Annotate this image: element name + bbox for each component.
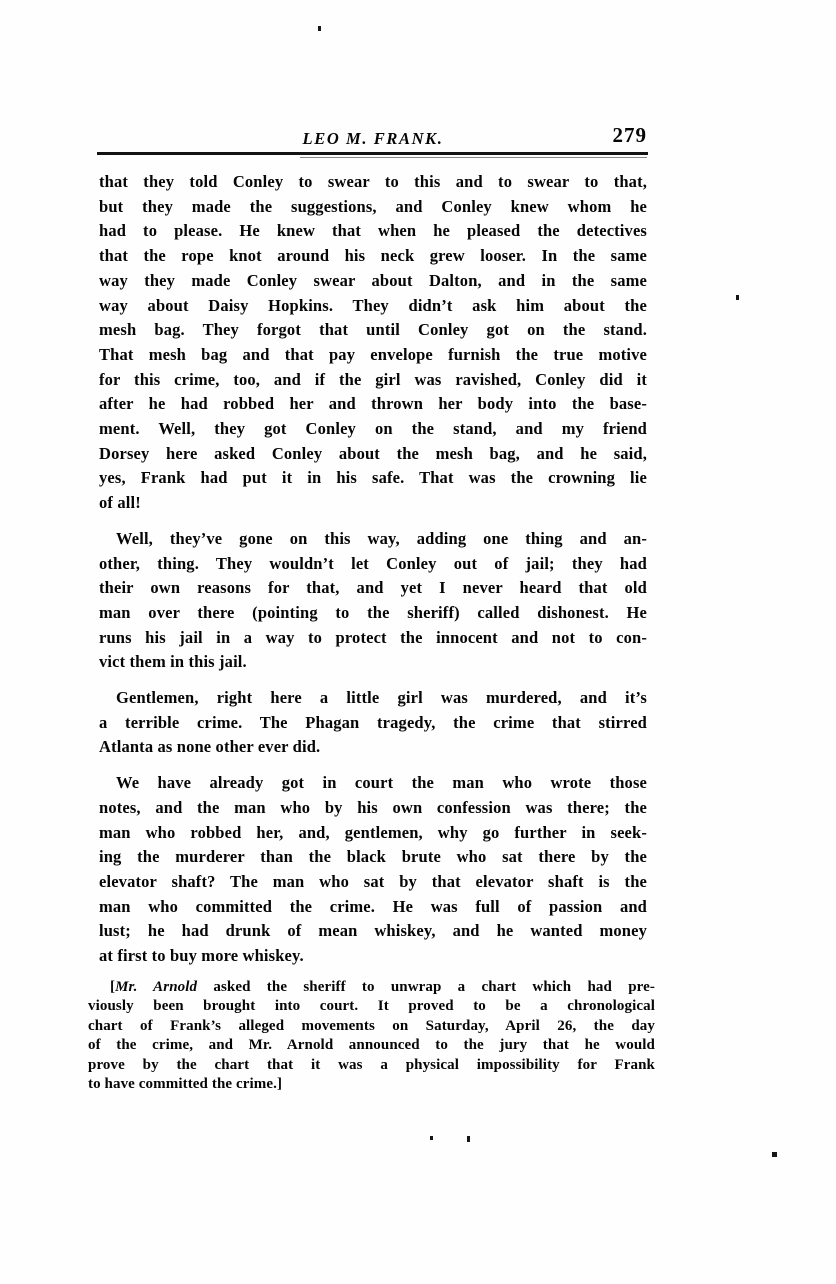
ink-speck: [318, 26, 321, 31]
running-header-title: LEO M. FRANK.: [302, 129, 444, 148]
page-number: 279: [612, 123, 647, 147]
text-line: man who committed the crime. He was full of passion and: [99, 896, 647, 916]
text-line: after he had robbed her and thrown her body into the base-: [99, 394, 647, 414]
text-line: lust; he had drunk of mean whiskey, and he wanted money: [99, 921, 647, 941]
text-line: way they made Conley swear about Dalton, and in the same: [99, 270, 647, 290]
text-line: [88, 978, 655, 997]
text-line: prove by the chart that it was a physical impossibility for Frank: [88, 1056, 655, 1073]
text-line: notes, and the man who by his own confession was there; the: [99, 797, 647, 817]
header-rule: [97, 152, 648, 155]
paragraph: [99, 527, 647, 675]
paragraph: [99, 170, 647, 516]
text-line: but they made the suggestions, and Conley knew whom he: [99, 196, 647, 216]
ink-speck: [467, 1136, 470, 1142]
text-line: at first to buy more whiskey.: [99, 946, 304, 966]
body-text: [99, 170, 647, 969]
text-line: way about Daisy Hopkins. They didn’t ask him about the: [99, 295, 647, 315]
text-line: That mesh bag and that pay envelope furnish the true motive: [99, 344, 647, 364]
text-line: yes, Frank had put it in his safe. That was the crowning lie: [99, 468, 647, 488]
stage-direction-note: [88, 978, 655, 1094]
text-line: for this crime, too, and if the girl was ravished, Conley did it: [99, 369, 647, 389]
text-line: Atlanta as none other ever did.: [99, 737, 321, 757]
paragraph: [99, 771, 647, 969]
text-line: Gentlemen, right here a little girl was murdered, and it’s: [116, 688, 647, 708]
text-line: their own reasons for that, and yet I never heard that old: [99, 578, 647, 598]
text-line: that they told Conley to swear to this and to swear to that,: [99, 172, 647, 191]
paragraph: [99, 686, 647, 760]
text-line: We have already got in court the man who wrote those: [116, 773, 647, 793]
ink-speck: [772, 1152, 777, 1157]
text-fragment: asked the sheriff to unwrap a chart which had pre-: [197, 979, 655, 995]
text-line: that the rope knot around his neck grew looser. In the same: [99, 246, 647, 266]
text-line: man over there (pointing to the sheriff) called dishonest. He: [99, 602, 647, 622]
open-bracket: [: [110, 979, 116, 995]
text-line: a terrible crime. The Phagan tragedy, the crime that stirred: [99, 712, 647, 732]
speaker-name-italic: Mr. Arnold: [115, 979, 198, 995]
text-line: Dorsey here asked Conley about the mesh bag, and he said,: [99, 443, 647, 463]
text-line: chart of Frank’s alleged movements on Saturday, April 26, the day: [88, 1017, 655, 1034]
text-line: man who robbed her, and, gentlemen, why go further in seek-: [99, 822, 647, 842]
text-line: runs his jail in a way to protect the innocent and not to con-: [99, 627, 647, 647]
text-line: vict them in this jail.: [99, 652, 247, 672]
text-line: other, thing. They wouldn’t let Conley out of jail; they had: [99, 553, 647, 573]
text-line: elevator shaft? The man who sat by that elevator shaft is the: [99, 871, 647, 891]
text-line: ing the murderer than the black brute who sat there by the: [99, 847, 647, 867]
text-line: ment. Well, they got Conley on the stand, and my friend: [99, 419, 647, 439]
text-line: Well, they’ve gone on this way, adding one thing and an-: [116, 528, 647, 548]
text-line: viously been brought into court. It proved to be a chronological: [88, 998, 655, 1015]
text-line: of the crime, and Mr. Arnold announced to the jury that he would: [88, 1037, 655, 1054]
text-line: had to please. He knew that when he pleased the detectives: [99, 221, 647, 241]
ink-speck: [736, 295, 739, 300]
text-line: to have committed the crime.]: [88, 1076, 283, 1093]
ink-speck: [430, 1136, 433, 1140]
text-line: mesh bag. They forgot that until Conley got on the stand.: [99, 320, 647, 340]
text-line: of all!: [99, 493, 141, 513]
header-rule-echo: [300, 157, 647, 158]
